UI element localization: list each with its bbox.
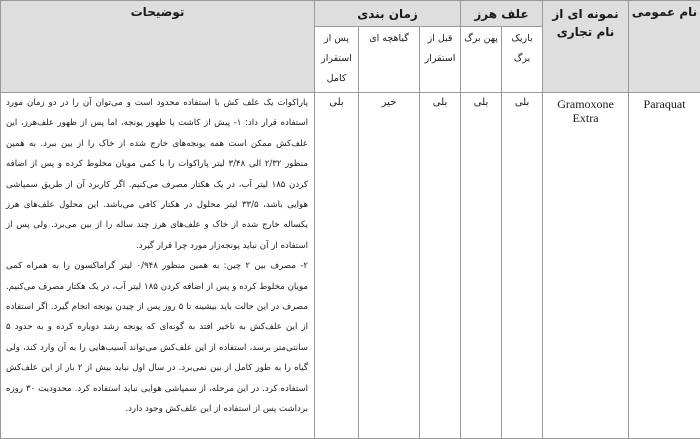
- header-timing: زمان بندی: [315, 1, 461, 27]
- header-row: [1, 1, 700, 27]
- header-trade-name: نمونه ای از نام تجاری: [543, 1, 629, 93]
- cell-after-establishment: بلی: [315, 93, 359, 439]
- subheader-before-establishment: قبل از استقرار: [420, 27, 461, 93]
- subheader-narrow-leaf: باریک برگ: [502, 27, 543, 93]
- cell-broad-leaf: بلی: [461, 93, 502, 439]
- subheader-seedling: گیاهچه ای: [359, 27, 420, 93]
- notes-paragraph-2: ۲- مصرف بین ۲ چین: به همین منظور ۰/۹۴۸ لیتر گراماکسون را به همراه کمی مویان مخلوط کرده و پس از اضافه کردن ۱۸۵ لیتر آب، در یک هکتار مصرف می‌کنیم. مصرف در این حالت باید بیشینه تا ۵ روز پس از چیدن یونجه انجام گیرد. اگر استفاده از این علف‌کش به تاخیر افتد به گونه‌ای که یونجه رشد دوباره کرده و به حدود ۵ سانتی‌متر برسد، استفاده از این علف‌کش می‌تواند آسیب‌هایی را به آن وارد کند، ولی گیاه را به طور کامل از بین نمی‌برد. در سال اول نباید بیش از ۲ بار از این علف‌کش استفاده کرد. در این مرحله، از سمپاشی هوایی نباید استفاده کرد. محدودیت ۳۰ روزه برداشت پس از استفاده از این علف‌کش وجود دارد.: [6, 256, 308, 419]
- table-row: [1, 93, 700, 439]
- subheader-broad-leaf: پهن برگ: [461, 27, 502, 93]
- header-common-name: نام عمومی: [629, 1, 700, 93]
- cell-narrow-leaf: بلی: [502, 93, 543, 439]
- header-weed: علف هرز: [461, 1, 543, 27]
- cell-before-establishment: بلی: [420, 93, 461, 439]
- subheader-after-establishment: پس از استقرار کامل: [315, 27, 359, 93]
- notes-paragraph-1: پاراکوات یک علف کش با استفاده محدود است و می‌توان آن را در دو زمان مورد استفاده قرار داد: ۱- پیش از کاشت یا ظهور یونجه، اما پس از ظهور علف‌هرز، این علف‌کش ممکن است همه یونجه‌های خارج شده از خاک را از بین ببرد. به همین منظور ۲/۳۲ الی ۳/۴۸ لیتر پاراکوات را با کمی مویان مخلوط کرده و پس از اضافه کردن ۱۸۵ لیتر آب، در یک هکتار مصرف می‌کنیم. اگر کاربرد آن از طریق سمپاشی هوایی باشد، ۳۳/۵ لیتر محلول در هکتار کافی می‌باشد. این محلول علف‌های هرز یکساله خارج شده از خاک و علف‌های هرز چند ساله را از بین می‌برد. ولی پس از استفاده از آن نباید یونجه‌زار مورد چرا قرار گیرد.: [6, 93, 308, 256]
- cell-notes: [1, 93, 315, 439]
- cell-common-name: Paraquat: [629, 93, 700, 439]
- header-notes: توضیحات: [1, 1, 315, 93]
- cell-trade-name: Gramoxone Extra: [543, 93, 629, 439]
- cell-seedling: خیر: [359, 93, 420, 439]
